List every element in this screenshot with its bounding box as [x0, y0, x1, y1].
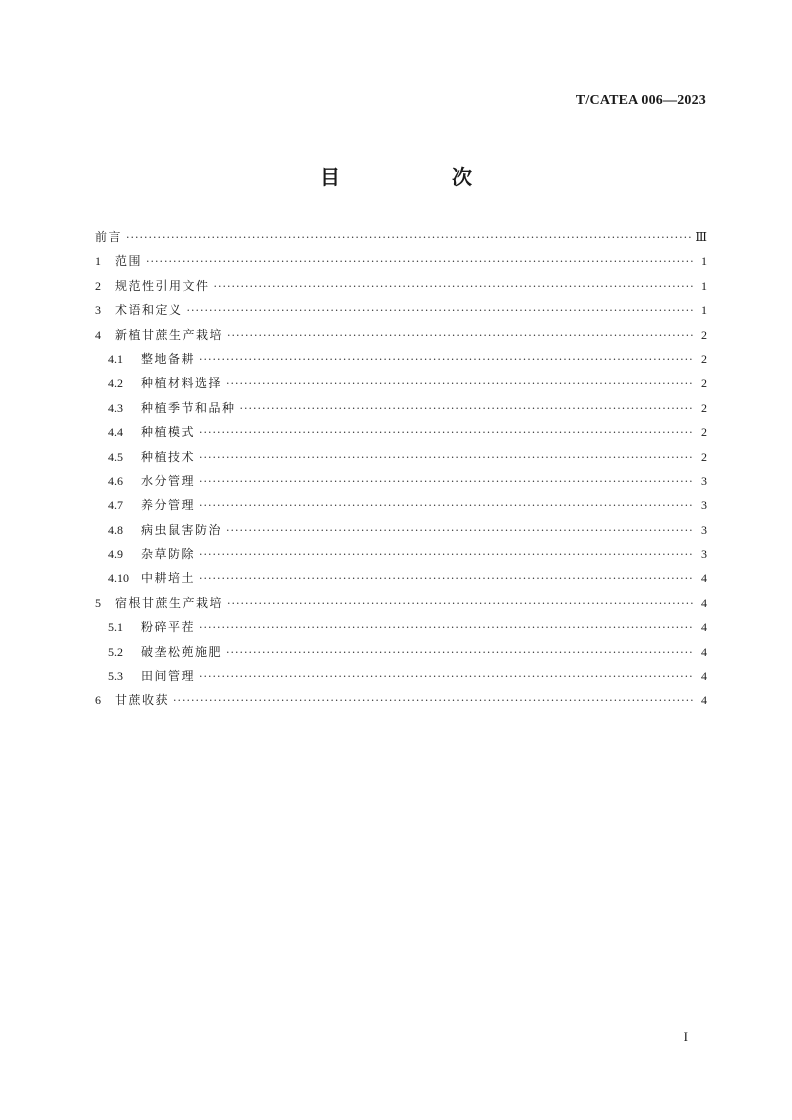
toc-dot-leader — [146, 250, 694, 274]
toc-entry-page: 2 — [701, 449, 707, 464]
toc-entry-title: 种植模式 — [141, 425, 196, 440]
toc-entry[interactable] — [95, 615, 707, 639]
toc-entry-page: 4 — [701, 644, 707, 659]
toc-entry-page: 3 — [701, 473, 707, 488]
toc-dot-leader — [199, 470, 694, 494]
toc-entry-title: 规范性引用文件 — [115, 278, 210, 293]
toc-dot-leader — [199, 421, 694, 445]
toc-entry[interactable] — [95, 274, 707, 298]
toc-entry-number: 2 — [95, 278, 101, 293]
toc-entry-page: 4 — [701, 571, 707, 586]
toc-entry-page: 3 — [701, 547, 707, 562]
toc-entry-title: 种植季节和品种 — [141, 400, 236, 415]
toc-entry-page: Ⅲ — [695, 230, 707, 244]
toc-entry-title: 中耕培土 — [141, 571, 196, 586]
toc-entry-title: 杂草防除 — [141, 547, 196, 562]
toc-entry-page: 2 — [701, 400, 707, 415]
toc-entry-number: 3 — [95, 303, 101, 318]
toc-dot-leader — [126, 226, 691, 250]
toc-entry-page: 4 — [701, 620, 707, 635]
document-code: T/CATEA 006—2023 — [575, 93, 706, 108]
toc-dot-leader — [226, 519, 694, 543]
toc-entry-page: 2 — [701, 351, 707, 366]
toc-entry[interactable] — [95, 591, 707, 615]
toc-entry[interactable] — [95, 371, 707, 395]
toc-entry-number: 5.2 — [108, 644, 123, 659]
toc-entry-title: 病虫鼠害防治 — [141, 522, 223, 537]
toc-entry[interactable] — [95, 396, 707, 420]
toc-entry[interactable] — [95, 249, 707, 273]
toc-dot-leader — [226, 641, 694, 665]
toc-dot-leader — [199, 494, 694, 518]
toc-entry-number: 6 — [95, 693, 101, 708]
toc-entry-number: 4.1 — [108, 351, 123, 366]
toc-entry[interactable] — [95, 688, 707, 712]
toc-dot-leader — [226, 372, 694, 396]
toc-entry[interactable] — [95, 323, 707, 347]
toc-entry[interactable] — [95, 640, 707, 664]
toc-dot-leader — [199, 665, 694, 689]
toc-entry-title: 破垄松蔸施肥 — [141, 644, 223, 659]
toc-entry-number: 4.4 — [108, 425, 123, 440]
toc-entry-title: 田间管理 — [141, 669, 196, 684]
toc-entry-number: 4.10 — [108, 571, 129, 586]
table-of-contents — [95, 225, 707, 713]
toc-entry-number: 5.1 — [108, 620, 123, 635]
toc-entry-page: 1 — [701, 303, 707, 318]
toc-dot-leader — [187, 299, 694, 323]
toc-dot-leader — [240, 397, 694, 421]
toc-entry-page: 4 — [701, 693, 707, 708]
toc-entry[interactable] — [95, 542, 707, 566]
toc-entry[interactable] — [95, 664, 707, 688]
toc-entry-page: 3 — [701, 498, 707, 513]
toc-entry-title: 范围 — [115, 254, 143, 269]
toc-entry-page: 2 — [701, 425, 707, 440]
toc-entry[interactable] — [95, 566, 707, 590]
toc-entry-number: 4.6 — [108, 473, 123, 488]
toc-entry-number: 4.2 — [108, 376, 123, 391]
toc-entry-number: 4.8 — [108, 522, 123, 537]
toc-dot-leader — [199, 348, 694, 372]
toc-entry[interactable] — [95, 347, 707, 371]
toc-entry-number: 4.5 — [108, 449, 123, 464]
toc-entry[interactable] — [95, 469, 707, 493]
toc-dot-leader — [199, 446, 694, 470]
toc-dot-leader — [173, 689, 694, 713]
toc-entry-title: 种植技术 — [141, 449, 196, 464]
toc-entry-page: 2 — [701, 327, 707, 342]
toc-entry[interactable] — [95, 493, 707, 517]
toc-entry-title: 前言 — [95, 230, 123, 244]
toc-dot-leader — [227, 324, 694, 348]
toc-entry-title: 整地备耕 — [141, 351, 196, 366]
toc-entry-number: 4.7 — [108, 498, 123, 513]
toc-entry-title: 粉碎平茬 — [141, 620, 196, 635]
toc-entry[interactable] — [95, 298, 707, 322]
toc-entry-title: 宿根甘蔗生产栽培 — [115, 595, 224, 610]
toc-dot-leader — [199, 543, 694, 567]
toc-dot-leader — [227, 592, 694, 616]
toc-entry[interactable] — [95, 225, 707, 249]
toc-entry-number: 1 — [95, 254, 101, 269]
page-number: I — [683, 1029, 688, 1044]
toc-entry-number: 5.3 — [108, 669, 123, 684]
toc-entry[interactable] — [95, 445, 707, 469]
toc-dot-leader — [199, 616, 694, 640]
toc-entry-page: 1 — [701, 278, 707, 293]
toc-entry-title: 水分管理 — [141, 473, 196, 488]
toc-entry-page: 1 — [701, 254, 707, 269]
toc-entry-title: 新植甘蔗生产栽培 — [115, 327, 224, 342]
toc-entry-title: 甘蔗收获 — [115, 693, 170, 708]
toc-entry-number: 4 — [95, 327, 101, 342]
toc-entry-page: 4 — [701, 595, 707, 610]
toc-entry-number: 4.3 — [108, 400, 123, 415]
toc-entry-page: 2 — [701, 376, 707, 391]
toc-heading: 目 次 — [320, 165, 518, 189]
toc-entry-number: 5 — [95, 595, 101, 610]
toc-entry-title: 种植材料选择 — [141, 376, 223, 391]
toc-entry-page: 4 — [701, 669, 707, 684]
toc-entry-title: 术语和定义 — [115, 303, 183, 318]
toc-dot-leader — [199, 567, 694, 591]
toc-dot-leader — [214, 275, 694, 299]
toc-entry-page: 3 — [701, 522, 707, 537]
toc-entry-title: 养分管理 — [141, 498, 196, 513]
toc-entry[interactable] — [95, 420, 707, 444]
toc-entry[interactable] — [95, 518, 707, 542]
toc-entry-number: 4.9 — [108, 547, 123, 562]
